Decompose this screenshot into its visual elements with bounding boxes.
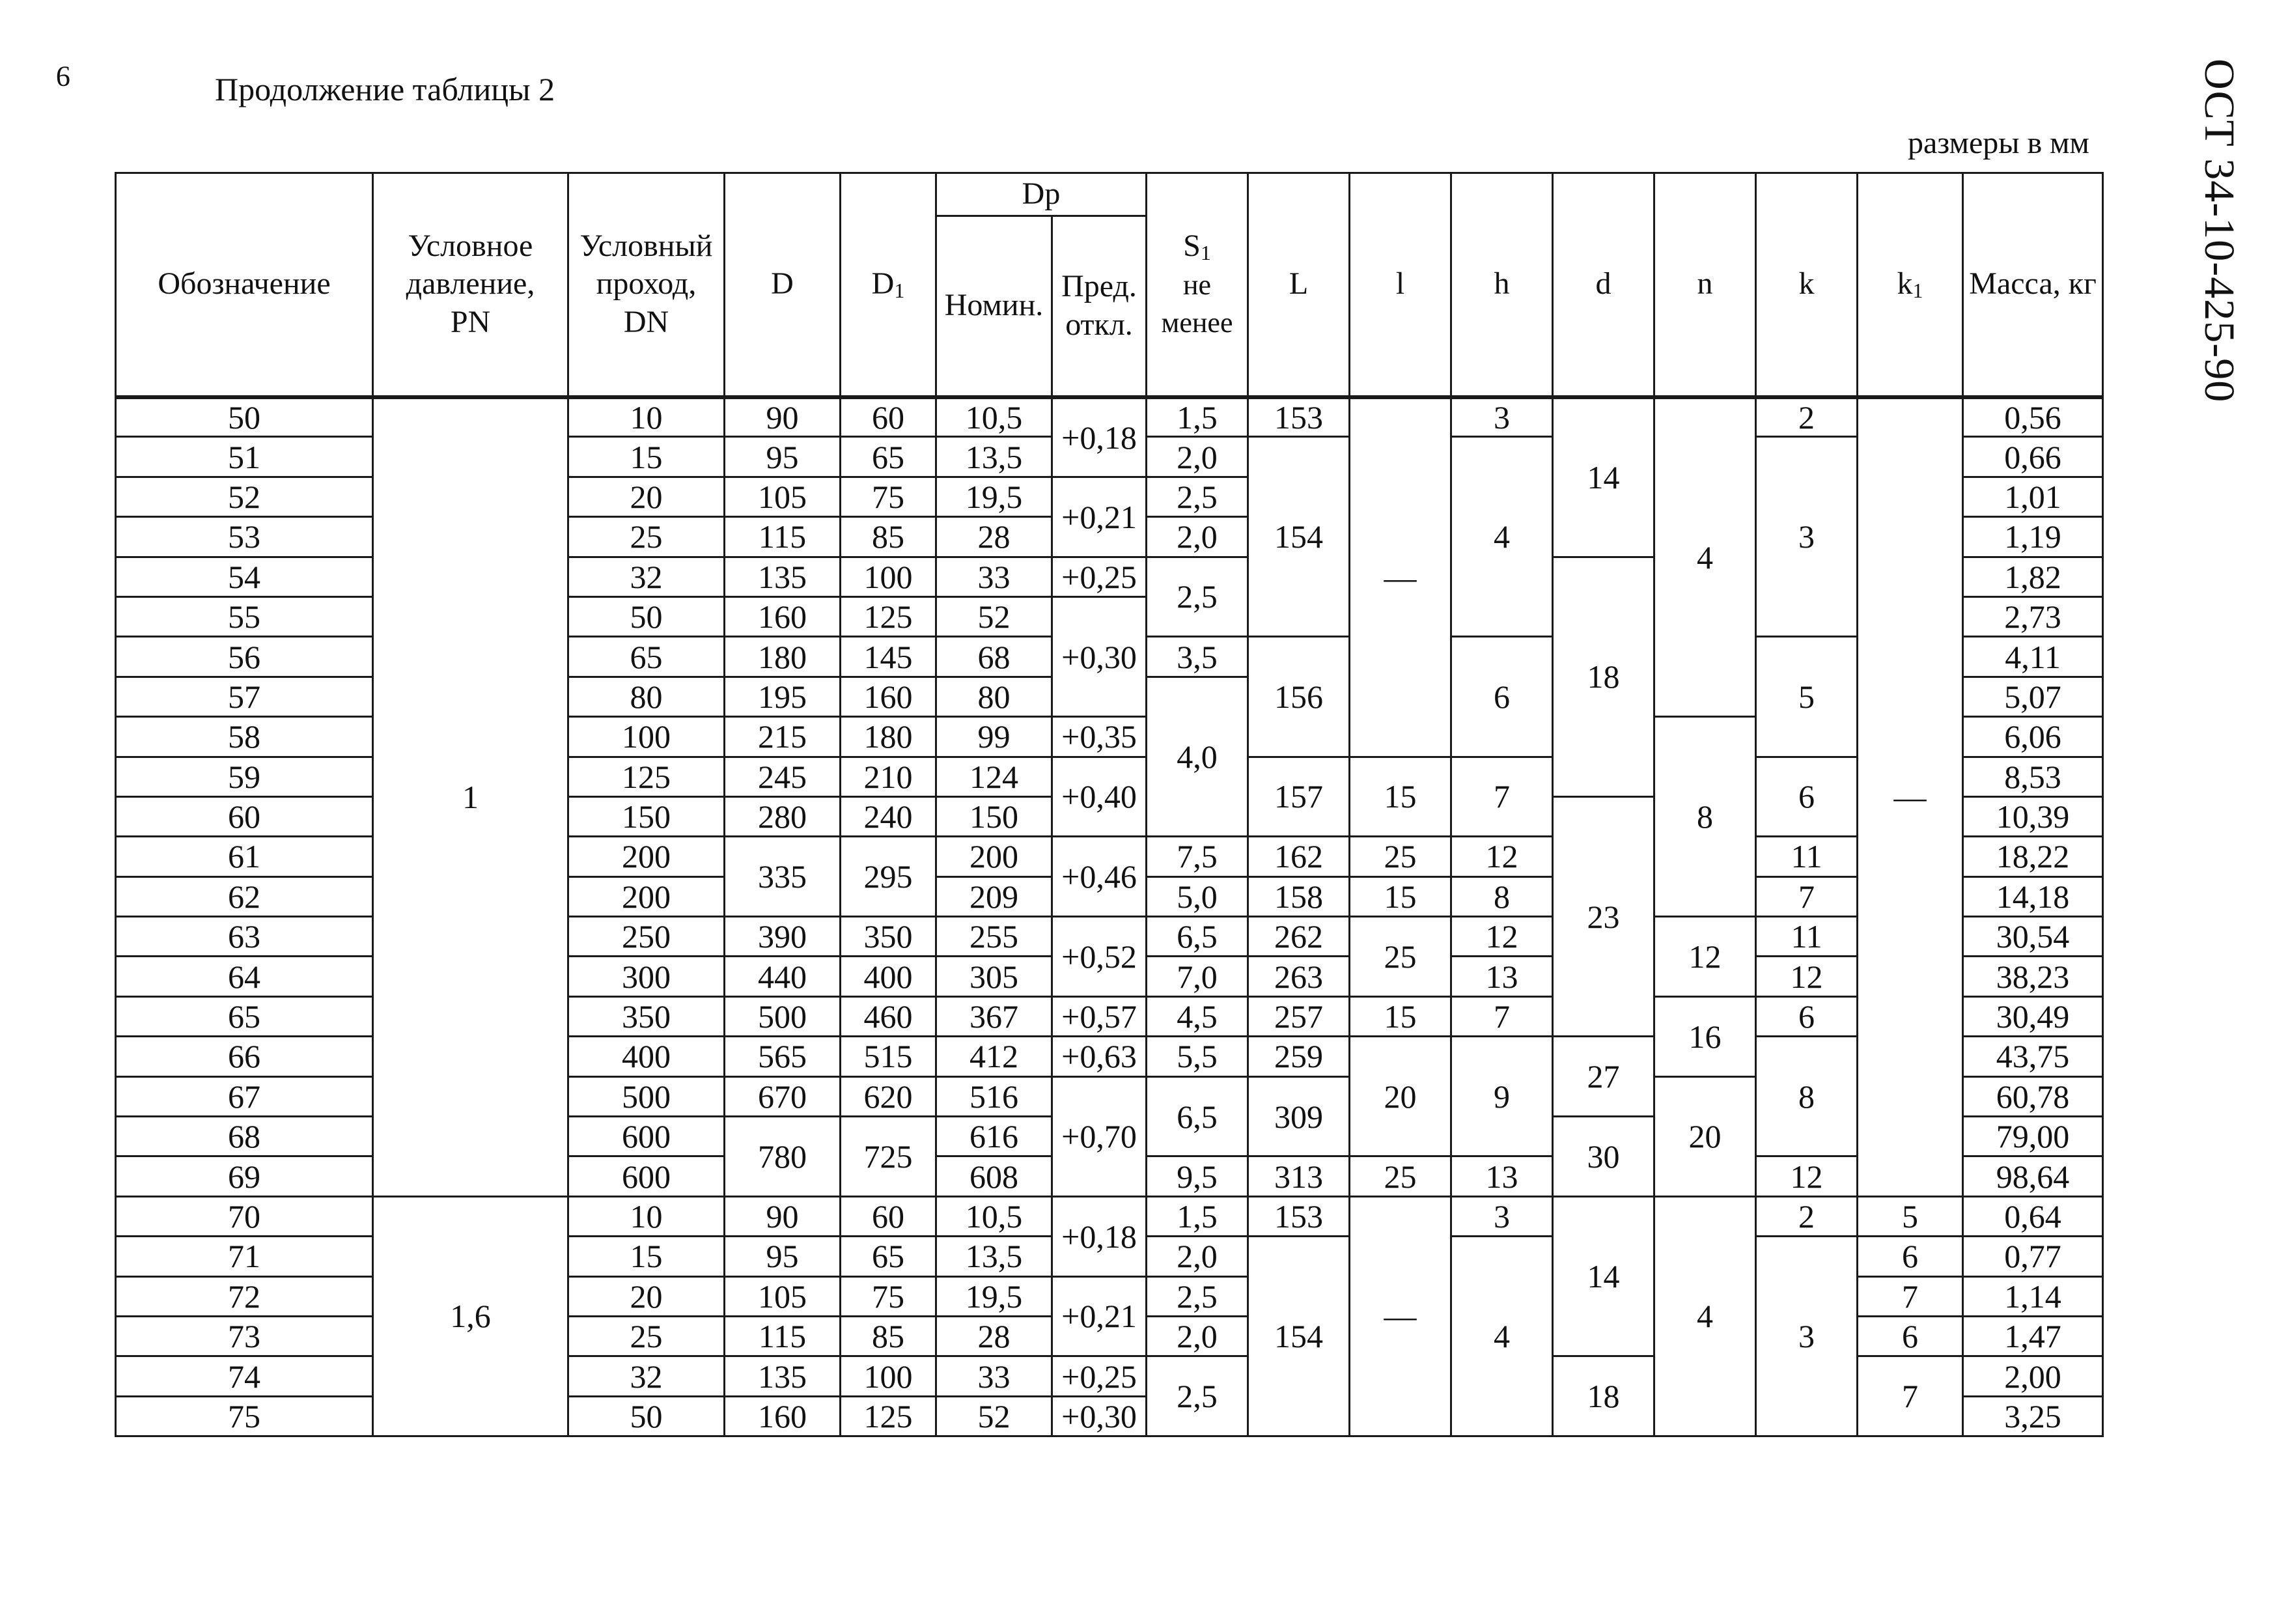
cell-designation: 72 xyxy=(116,1276,373,1316)
cell-passage: 600 xyxy=(568,1156,725,1196)
cell-Dp-nominal: 52 xyxy=(936,1396,1052,1436)
cell-D1: 350 xyxy=(841,917,936,957)
D1-subscript: 1 xyxy=(894,279,905,303)
cell-L: 263 xyxy=(1248,957,1350,996)
cell-S1: 1,5 xyxy=(1147,397,1248,437)
cell-designation: 62 xyxy=(116,876,373,916)
cell-S1: 2,5 xyxy=(1147,557,1248,637)
cell-mass: 14,18 xyxy=(1963,876,2103,916)
cell-designation: 64 xyxy=(116,957,373,996)
cell-Dp-deviation: +0,21 xyxy=(1052,1276,1147,1356)
cell-n: 8 xyxy=(1654,717,1756,917)
cell-Dp-deviation: +0,57 xyxy=(1052,996,1147,1036)
cell-Dp-deviation: +0,40 xyxy=(1052,757,1147,837)
col-D1-header xyxy=(841,173,936,397)
cell-passage: 600 xyxy=(568,1117,725,1156)
cell-h: 3 xyxy=(1451,397,1553,437)
cell-Dp-nominal: 412 xyxy=(936,1037,1052,1076)
S1-note: не менее xyxy=(1161,268,1233,339)
cell-D1: 125 xyxy=(841,596,936,636)
cell-mass: 0,77 xyxy=(1963,1237,2103,1276)
cell-Dp-nominal: 52 xyxy=(936,596,1052,636)
cell-designation: 53 xyxy=(116,517,373,557)
cell-passage: 20 xyxy=(568,477,725,516)
cell-Dp-nominal: 608 xyxy=(936,1156,1052,1196)
cell-passage: 50 xyxy=(568,1396,725,1436)
cell-S1: 6,5 xyxy=(1147,1076,1248,1156)
cell-passage: 200 xyxy=(568,876,725,916)
cell-designation: 56 xyxy=(116,637,373,677)
cell-passage: 10 xyxy=(568,1196,725,1236)
col-k1-header xyxy=(1858,173,1963,397)
cell-Dp-nominal: 209 xyxy=(936,876,1052,916)
cell-S1: 2,0 xyxy=(1147,517,1248,557)
cell-designation: 61 xyxy=(116,837,373,876)
cell-S1: 2,0 xyxy=(1147,437,1248,477)
cell-L: 153 xyxy=(1248,397,1350,437)
cell-l: 25 xyxy=(1350,917,1451,997)
col-Dp-group-header: Dp xyxy=(936,173,1147,216)
cell-Dp-nominal: 367 xyxy=(936,996,1052,1036)
cell-Dp-deviation: +0,25 xyxy=(1052,1356,1147,1396)
cell-D: 245 xyxy=(725,757,841,796)
cell-k: 2 xyxy=(1756,1196,1858,1236)
cell-h: 13 xyxy=(1451,1156,1553,1196)
cell-designation: 52 xyxy=(116,477,373,516)
cell-Dp-nominal: 99 xyxy=(936,717,1052,757)
table-body xyxy=(116,397,2103,1436)
cell-passage: 25 xyxy=(568,1316,725,1356)
cell-passage: 50 xyxy=(568,596,725,636)
cell-Dp-deviation: +0,25 xyxy=(1052,557,1147,596)
cell-S1: 1,5 xyxy=(1147,1196,1248,1236)
cell-h: 7 xyxy=(1451,757,1553,837)
cell-passage: 10 xyxy=(568,397,725,437)
cell-passage: 250 xyxy=(568,917,725,957)
D1-base: D xyxy=(871,266,895,301)
cell-Dp-deviation: +0,18 xyxy=(1052,1196,1147,1276)
cell-D: 390 xyxy=(725,917,841,957)
cell-h: 7 xyxy=(1451,996,1553,1036)
cell-Dp-nominal: 305 xyxy=(936,957,1052,996)
cell-D: 135 xyxy=(725,1356,841,1396)
cell-mass: 8,53 xyxy=(1963,757,2103,796)
cell-L: 162 xyxy=(1248,837,1350,876)
cell-designation: 71 xyxy=(116,1237,373,1276)
cell-n: 16 xyxy=(1654,996,1756,1076)
cell-n: 20 xyxy=(1654,1076,1756,1196)
cell-mass: 4,11 xyxy=(1963,637,2103,677)
cell-S1: 7,0 xyxy=(1147,957,1248,996)
cell-D: 215 xyxy=(725,717,841,757)
cell-designation: 68 xyxy=(116,1117,373,1156)
cell-h: 8 xyxy=(1451,876,1553,916)
cell-L: 262 xyxy=(1248,917,1350,957)
cell-D: 180 xyxy=(725,637,841,677)
cell-D1: 295 xyxy=(841,837,936,917)
cell-L: 156 xyxy=(1248,637,1350,757)
cell-S1: 4,5 xyxy=(1147,996,1248,1036)
cell-S1: 5,5 xyxy=(1147,1037,1248,1076)
cell-passage: 125 xyxy=(568,757,725,796)
cell-mass: 1,47 xyxy=(1963,1316,2103,1356)
col-h-header: h xyxy=(1451,173,1553,397)
cell-designation: 59 xyxy=(116,757,373,796)
cell-Dp-nominal: 10,5 xyxy=(936,397,1052,437)
cell-L: 157 xyxy=(1248,757,1350,837)
cell-S1: 9,5 xyxy=(1147,1156,1248,1196)
cell-Dp-deviation: +0,70 xyxy=(1052,1076,1147,1196)
cell-Dp-deviation: +0,52 xyxy=(1052,917,1147,997)
col-n-header: n xyxy=(1654,173,1756,397)
cell-passage: 500 xyxy=(568,1076,725,1116)
cell-mass: 38,23 xyxy=(1963,957,2103,996)
cell-passage: 100 xyxy=(568,717,725,757)
cell-D: 195 xyxy=(725,677,841,716)
cell-n: 4 xyxy=(1654,1196,1756,1436)
cell-mass: 0,56 xyxy=(1963,397,2103,437)
col-l-header: l xyxy=(1350,173,1451,397)
cell-designation: 58 xyxy=(116,717,373,757)
cell-L: 154 xyxy=(1248,437,1350,637)
cell-D1: 65 xyxy=(841,437,936,477)
col-S1-header xyxy=(1147,173,1248,397)
cell-h: 4 xyxy=(1451,1237,1553,1436)
cell-D: 500 xyxy=(725,996,841,1036)
cell-Dp-nominal: 150 xyxy=(936,796,1052,836)
cell-k1: 6 xyxy=(1858,1237,1963,1276)
cell-designation: 65 xyxy=(116,996,373,1036)
cell-mass: 5,07 xyxy=(1963,677,2103,716)
cell-passage: 20 xyxy=(568,1276,725,1316)
cell-Dp-nominal: 68 xyxy=(936,637,1052,677)
cell-d: 14 xyxy=(1553,1196,1654,1356)
col-passage-header xyxy=(568,173,725,397)
cell-d: 30 xyxy=(1553,1117,1654,1197)
cell-S1: 4,0 xyxy=(1147,677,1248,837)
cell-D1: 400 xyxy=(841,957,936,996)
cell-Dp-nominal: 616 xyxy=(936,1117,1052,1156)
cell-h: 12 xyxy=(1451,837,1553,876)
cell-designation: 67 xyxy=(116,1076,373,1116)
cell-passage: 15 xyxy=(568,437,725,477)
cell-D1: 60 xyxy=(841,397,936,437)
cell-k: 8 xyxy=(1756,1037,1858,1156)
passage-symbol: DN xyxy=(623,305,669,340)
cell-Dp-nominal: 516 xyxy=(936,1076,1052,1116)
cell-passage: 300 xyxy=(568,957,725,996)
cell-D1: 240 xyxy=(841,796,936,836)
col-k-header: k xyxy=(1756,173,1858,397)
cell-mass: 0,66 xyxy=(1963,437,2103,477)
cell-Dp-deviation: +0,30 xyxy=(1052,596,1147,716)
cell-pressure: 1 xyxy=(373,397,568,1197)
cell-Dp-nominal: 13,5 xyxy=(936,1237,1052,1276)
cell-l: 25 xyxy=(1350,1156,1451,1196)
cell-designation: 74 xyxy=(116,1356,373,1396)
cell-k: 12 xyxy=(1756,1156,1858,1196)
cell-k1: 7 xyxy=(1858,1356,1963,1436)
cell-D1: 85 xyxy=(841,1316,936,1356)
cell-l: — xyxy=(1350,397,1451,757)
cell-D1: 75 xyxy=(841,477,936,516)
cell-d: 14 xyxy=(1553,397,1654,557)
cell-L: 259 xyxy=(1248,1037,1350,1076)
cell-D1: 85 xyxy=(841,517,936,557)
cell-D1: 620 xyxy=(841,1076,936,1116)
cell-h: 3 xyxy=(1451,1196,1553,1236)
cell-k1: — xyxy=(1858,397,1963,1197)
cell-S1: 2,0 xyxy=(1147,1237,1248,1276)
cell-k: 2 xyxy=(1756,397,1858,437)
col-designation-header: Обозначение xyxy=(116,173,373,397)
cell-passage: 32 xyxy=(568,1356,725,1396)
cell-d: 27 xyxy=(1553,1037,1654,1117)
cell-D1: 210 xyxy=(841,757,936,796)
cell-designation: 57 xyxy=(116,677,373,716)
cell-mass: 2,00 xyxy=(1963,1356,2103,1396)
cell-Dp-deviation: +0,35 xyxy=(1052,717,1147,757)
cell-D: 95 xyxy=(725,1237,841,1276)
cell-D: 105 xyxy=(725,477,841,516)
cell-D1: 75 xyxy=(841,1276,936,1316)
cell-mass: 30,54 xyxy=(1963,917,2103,957)
k1-subscript: 1 xyxy=(1912,279,1923,303)
cell-designation: 60 xyxy=(116,796,373,836)
page-number: 9 xyxy=(56,61,70,92)
cell-designation: 63 xyxy=(116,917,373,957)
cell-mass: 30,49 xyxy=(1963,996,2103,1036)
cell-passage: 200 xyxy=(568,837,725,876)
col-d-header: d xyxy=(1553,173,1654,397)
cell-l: 15 xyxy=(1350,876,1451,916)
cell-Dp-deviation: +0,63 xyxy=(1052,1037,1147,1076)
cell-k: 5 xyxy=(1756,637,1858,757)
cell-D1: 460 xyxy=(841,996,936,1036)
col-L-header: L xyxy=(1248,173,1350,397)
cell-Dp-nominal: 10,5 xyxy=(936,1196,1052,1236)
cell-L: 154 xyxy=(1248,1237,1350,1436)
col-mass-header: Масса, кг xyxy=(1963,173,2103,397)
cell-D: 105 xyxy=(725,1276,841,1316)
cell-h: 4 xyxy=(1451,437,1553,637)
cell-D1: 515 xyxy=(841,1037,936,1076)
col-Dp-deviation-header: Пред. откл. xyxy=(1052,216,1147,397)
cell-d: 18 xyxy=(1553,557,1654,796)
cell-mass: 79,00 xyxy=(1963,1117,2103,1156)
cell-Dp-deviation: +0,21 xyxy=(1052,477,1147,557)
cell-D1: 100 xyxy=(841,557,936,596)
document-code: ОСТ 34-10-425-90 xyxy=(2196,59,2243,403)
cell-designation: 50 xyxy=(116,397,373,437)
cell-D: 565 xyxy=(725,1037,841,1076)
cell-l: — xyxy=(1350,1196,1451,1436)
col-pressure-header xyxy=(373,173,568,397)
cell-l: 15 xyxy=(1350,757,1451,837)
cell-D: 115 xyxy=(725,1316,841,1356)
cell-mass: 98,64 xyxy=(1963,1156,2103,1196)
cell-S1: 2,5 xyxy=(1147,1356,1248,1436)
cell-D: 115 xyxy=(725,517,841,557)
pressure-label: Условное давление, xyxy=(406,228,535,301)
cell-mass: 3,25 xyxy=(1963,1396,2103,1436)
cell-k: 11 xyxy=(1756,837,1858,876)
cell-Dp-deviation: +0,18 xyxy=(1052,397,1147,477)
cell-k: 3 xyxy=(1756,1237,1858,1436)
cell-k1: 5 xyxy=(1858,1196,1963,1236)
cell-D1: 160 xyxy=(841,677,936,716)
cell-mass: 43,75 xyxy=(1963,1037,2103,1076)
cell-k1: 6 xyxy=(1858,1316,1963,1356)
cell-D: 440 xyxy=(725,957,841,996)
cell-mass: 18,22 xyxy=(1963,837,2103,876)
cell-D: 160 xyxy=(725,596,841,636)
cell-D: 335 xyxy=(725,837,841,917)
cell-k: 11 xyxy=(1756,917,1858,957)
cell-Dp-deviation: +0,46 xyxy=(1052,837,1147,917)
cell-Dp-nominal: 33 xyxy=(936,557,1052,596)
cell-D1: 125 xyxy=(841,1396,936,1436)
cell-D: 90 xyxy=(725,397,841,437)
cell-L: 309 xyxy=(1248,1076,1350,1156)
col-D-header: D xyxy=(725,173,841,397)
cell-S1: 2,5 xyxy=(1147,477,1248,516)
cell-D1: 60 xyxy=(841,1196,936,1236)
S1-subscript: 1 xyxy=(1200,240,1211,264)
cell-passage: 32 xyxy=(568,557,725,596)
cell-mass: 1,01 xyxy=(1963,477,2103,516)
cell-mass: 1,82 xyxy=(1963,557,2103,596)
cell-D: 780 xyxy=(725,1117,841,1197)
cell-l: 20 xyxy=(1350,1037,1451,1156)
cell-mass: 0,64 xyxy=(1963,1196,2103,1236)
cell-Dp-nominal: 19,5 xyxy=(936,477,1052,516)
cell-passage: 15 xyxy=(568,1237,725,1276)
cell-mass: 60,78 xyxy=(1963,1076,2103,1116)
cell-mass: 1,19 xyxy=(1963,517,2103,557)
cell-designation: 75 xyxy=(116,1396,373,1436)
cell-mass: 6,06 xyxy=(1963,717,2103,757)
cell-D: 670 xyxy=(725,1076,841,1116)
passage-label: Условный проход, xyxy=(579,228,713,301)
cell-k: 6 xyxy=(1756,757,1858,837)
cell-passage: 25 xyxy=(568,517,725,557)
cell-k: 12 xyxy=(1756,957,1858,996)
cell-passage: 150 xyxy=(568,796,725,836)
cell-D: 160 xyxy=(725,1396,841,1436)
cell-L: 313 xyxy=(1248,1156,1350,1196)
table-row xyxy=(116,1196,2103,1236)
cell-S1: 2,0 xyxy=(1147,1316,1248,1356)
cell-k: 3 xyxy=(1756,437,1858,637)
cell-D1: 180 xyxy=(841,717,936,757)
units-note: размеры в мм xyxy=(1908,126,2089,160)
table-row xyxy=(116,397,2103,437)
cell-L: 153 xyxy=(1248,1196,1350,1236)
cell-S1: 6,5 xyxy=(1147,917,1248,957)
cell-designation: 55 xyxy=(116,596,373,636)
cell-d: 23 xyxy=(1553,796,1654,1036)
cell-h: 9 xyxy=(1451,1037,1553,1156)
cell-designation: 69 xyxy=(116,1156,373,1196)
cell-S1: 5,0 xyxy=(1147,876,1248,916)
cell-S1: 2,5 xyxy=(1147,1276,1248,1316)
S1-base: S xyxy=(1183,228,1201,263)
cell-Dp-nominal: 80 xyxy=(936,677,1052,716)
cell-k: 7 xyxy=(1756,876,1858,916)
col-Dp-nominal-header: Номин. xyxy=(936,216,1052,397)
table-header xyxy=(116,173,2103,397)
cell-D: 135 xyxy=(725,557,841,596)
specification-table xyxy=(115,172,2104,1437)
cell-D: 280 xyxy=(725,796,841,836)
cell-L: 158 xyxy=(1248,876,1350,916)
table-caption: Продолжение таблицы 2 xyxy=(215,71,555,107)
cell-pressure: 1,6 xyxy=(373,1196,568,1436)
cell-n: 12 xyxy=(1654,917,1756,997)
cell-Dp-nominal: 255 xyxy=(936,917,1052,957)
cell-h: 6 xyxy=(1451,637,1553,757)
cell-passage: 400 xyxy=(568,1037,725,1076)
cell-d: 18 xyxy=(1553,1356,1654,1436)
pressure-symbol: PN xyxy=(450,305,491,340)
cell-l: 15 xyxy=(1350,996,1451,1036)
cell-Dp-nominal: 28 xyxy=(936,1316,1052,1356)
k1-base: k xyxy=(1897,266,1913,301)
cell-Dp-nominal: 200 xyxy=(936,837,1052,876)
cell-L: 257 xyxy=(1248,996,1350,1036)
cell-S1: 3,5 xyxy=(1147,637,1248,677)
cell-k1: 7 xyxy=(1858,1276,1963,1316)
cell-D1: 725 xyxy=(841,1117,936,1197)
cell-designation: 73 xyxy=(116,1316,373,1356)
cell-passage: 65 xyxy=(568,637,725,677)
cell-passage: 350 xyxy=(568,996,725,1036)
cell-mass: 1,14 xyxy=(1963,1276,2103,1316)
cell-D1: 100 xyxy=(841,1356,936,1396)
cell-D1: 65 xyxy=(841,1237,936,1276)
cell-S1: 7,5 xyxy=(1147,837,1248,876)
cell-passage: 80 xyxy=(568,677,725,716)
cell-Dp-nominal: 13,5 xyxy=(936,437,1052,477)
cell-D1: 145 xyxy=(841,637,936,677)
cell-Dp-deviation: +0,30 xyxy=(1052,1396,1147,1436)
cell-D: 90 xyxy=(725,1196,841,1236)
cell-designation: 70 xyxy=(116,1196,373,1236)
cell-h: 12 xyxy=(1451,917,1553,957)
cell-k: 6 xyxy=(1756,996,1858,1036)
cell-mass: 10,39 xyxy=(1963,796,2103,836)
cell-Dp-nominal: 19,5 xyxy=(936,1276,1052,1316)
cell-designation: 51 xyxy=(116,437,373,477)
cell-designation: 66 xyxy=(116,1037,373,1076)
cell-designation: 54 xyxy=(116,557,373,596)
cell-Dp-nominal: 124 xyxy=(936,757,1052,796)
cell-Dp-nominal: 28 xyxy=(936,517,1052,557)
cell-n: 4 xyxy=(1654,397,1756,717)
cell-Dp-nominal: 33 xyxy=(936,1356,1052,1396)
cell-mass: 2,73 xyxy=(1963,596,2103,636)
cell-l: 25 xyxy=(1350,837,1451,876)
cell-h: 13 xyxy=(1451,957,1553,996)
cell-D: 95 xyxy=(725,437,841,477)
